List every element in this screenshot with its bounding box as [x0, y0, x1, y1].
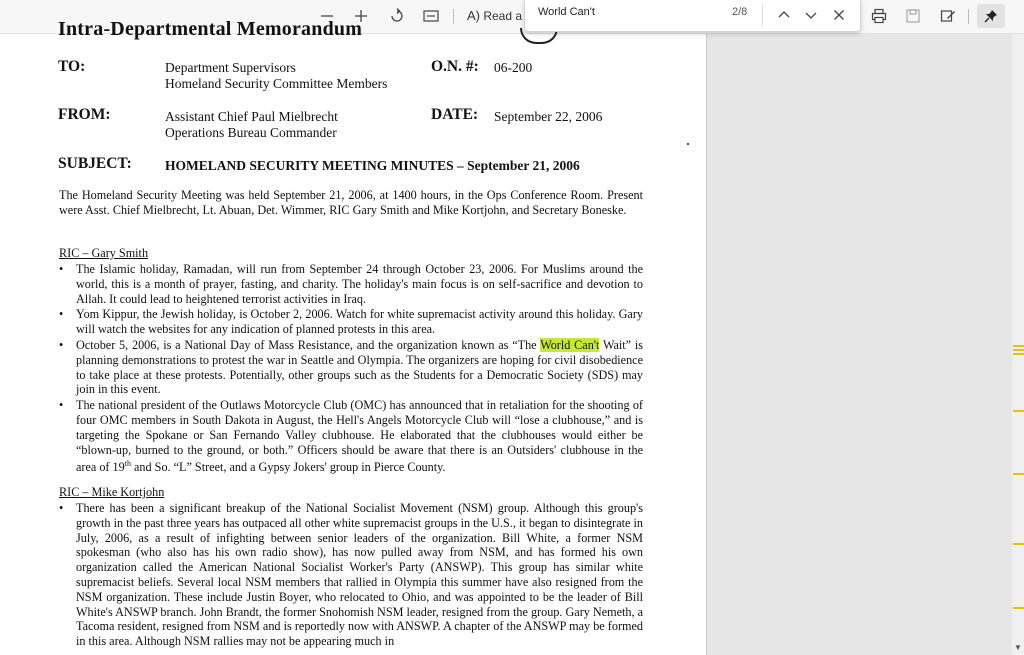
read-aloud-label: Read a [483, 9, 523, 23]
date-value: September 22, 2006 [494, 109, 603, 124]
print-button[interactable] [865, 4, 893, 28]
chevron-down-icon [805, 9, 817, 21]
save-icon [905, 8, 921, 24]
toolbar-divider [453, 9, 454, 24]
save-button[interactable] [899, 4, 927, 28]
fit-page-icon [423, 9, 439, 23]
to-value [165, 60, 387, 92]
from-value [165, 109, 338, 141]
search-highlight: World Can't [540, 337, 600, 352]
scrollbar-thumb[interactable] [1013, 345, 1024, 361]
page-edge [706, 34, 707, 655]
list-item: • The Islamic holiday, Ramadan, will run from September 24 through October 23, 2006. For Muslims around the world, this is a month of prayer, fasting, and charity. The holiday's main focus is on self-sacrifice and devotion to Allah. It could lead to heightened terrorist activities in Iraq. [59, 262, 643, 306]
find-previous-button[interactable] [773, 4, 795, 26]
pin-icon [984, 9, 998, 23]
read-aloud-icon: A) [467, 8, 480, 23]
search-match-marker [1013, 473, 1024, 475]
from-label: FROM: [58, 106, 111, 123]
to-line: Department Supervisors [165, 60, 296, 75]
section-heading-gary-smith: RIC – Gary Smith [59, 246, 149, 260]
text-run: October 5, 2006, is a National Day of Mass Resistance, and the organization known as “The [76, 337, 541, 352]
subject-value: HOMELAND SECURITY MEETING MINUTES – September 21, 2006 [165, 158, 580, 173]
intro-paragraph: The Homeland Security Meeting was held September 21, 2006, at 1400 hours, in the Ops Conference Room. Present were Asst. Chief Mielbrecht, Lt. Abuan, Det. Wimmer, RIC Gary Smith and Mike Kortjohn, and Secretary Boneske. [59, 188, 643, 217]
pin-toolbar-button[interactable] [977, 4, 1005, 28]
to-line: Homeland Security Committee Members [165, 76, 388, 91]
superscript: th [124, 459, 131, 469]
find-next-button[interactable] [800, 4, 822, 26]
on-label: O.N. #: [431, 58, 479, 75]
find-match-count: 2/8 [732, 6, 748, 18]
on-value: 06-200 [494, 60, 533, 75]
edit-icon [940, 8, 956, 24]
pdf-page [0, 18, 706, 655]
chevron-up-icon [778, 9, 790, 21]
subject-label: SUBJECT: [58, 155, 132, 172]
list-item [59, 398, 643, 475]
list-item: • There has been a significant breakup of the National Socialist Movement (NSM) group. Although this group's growth in the past three years has outpaced all other white supremacist groups in the U.S., it began to disintegrate in July, 2006, as a result of infighting between senior leaders of the organization. Bill White, a former NSM spokesman (who also has his own radio show), has now pulled away from NSM, and has formed his own organization called the American National Socialist Worker's Party (ANSWP). This group has similar white supremacist beliefs. Several local NSM members that rallied in Olympia this summer have also resigned from the NSM organization. These include Justin Boyer, who relocated to Ohio, and was appointed to be the leader of Bill White's ANSWP branch. John Brandt, the former Snohomish NSM leader, resigned from the group. Gary Nemeth, a Tacoma resident, resigned from NSM and is reportedly now with ANSWP. A chapter of the ANSWP may be formed in this area. Although NSM rallies may not be appearing much in [59, 501, 643, 649]
search-match-marker [1013, 607, 1024, 609]
rotate-button[interactable] [383, 4, 411, 28]
close-icon [833, 9, 845, 21]
find-divider [762, 4, 763, 26]
scroll-down-arrow-icon[interactable]: ▼ [1014, 643, 1022, 652]
search-match-marker [1013, 410, 1024, 412]
list-item: • Yom Kippur, the Jewish holiday, is October 2, 2006. Watch for white supremacist activity around this holiday. Gary will watch the websites for any indication of planned protests in this area. [59, 307, 643, 337]
read-aloud-button[interactable] [467, 8, 522, 23]
mike-kortjohn-bullets [59, 501, 643, 650]
text-run: The national president of the Outlaws Motorcycle Club (OMC) has announced that in retaliation for the shooting of four OMC members in South Dakota in August, the Hell's Angels Motorcycle Club will “lose a clubhouse,” and is targeting the Spokane or San Fernando Valley clubhouse. He elaborated that the clubhouses would either be “blown-up, burned to the ground, or both.” Officers should be aware that there is an Outsiders' clubhouse in the area of 19 [76, 398, 643, 475]
page-speck [687, 143, 689, 145]
section-heading-mike-kortjohn: RIC – Mike Kortjohn [59, 485, 165, 499]
print-icon [871, 8, 887, 24]
find-bar [524, 0, 861, 32]
find-close-button[interactable] [828, 4, 850, 26]
date-label: DATE: [431, 106, 479, 123]
to-label: TO: [58, 58, 86, 75]
gary-smith-bullets [59, 262, 643, 476]
find-input[interactable]: World Can't [538, 6, 595, 18]
memo-title: Intra-Departmental Memorandum [58, 18, 363, 40]
from-line: Assistant Chief Paul Mielbrecht [165, 109, 338, 124]
annotate-button[interactable] [934, 4, 962, 28]
from-line: Operations Bureau Commander [165, 125, 337, 140]
toolbar-divider [968, 9, 969, 24]
rotate-icon [389, 8, 405, 24]
list-item [59, 338, 643, 397]
fit-page-button[interactable] [417, 4, 445, 28]
text-run: and So. “L” Street, and a Gypsy Jokers' group in Pierce County. [130, 460, 446, 475]
search-match-marker [1013, 543, 1024, 545]
text-run: Wait” is planning demonstrations to protest the war in Seattle and Olympia. The organizers are hoping for civil disobedience to take place at these protests. Potentially, other groups such as the Students for a Democratic Society (SDS) may join in this event. [76, 337, 644, 397]
